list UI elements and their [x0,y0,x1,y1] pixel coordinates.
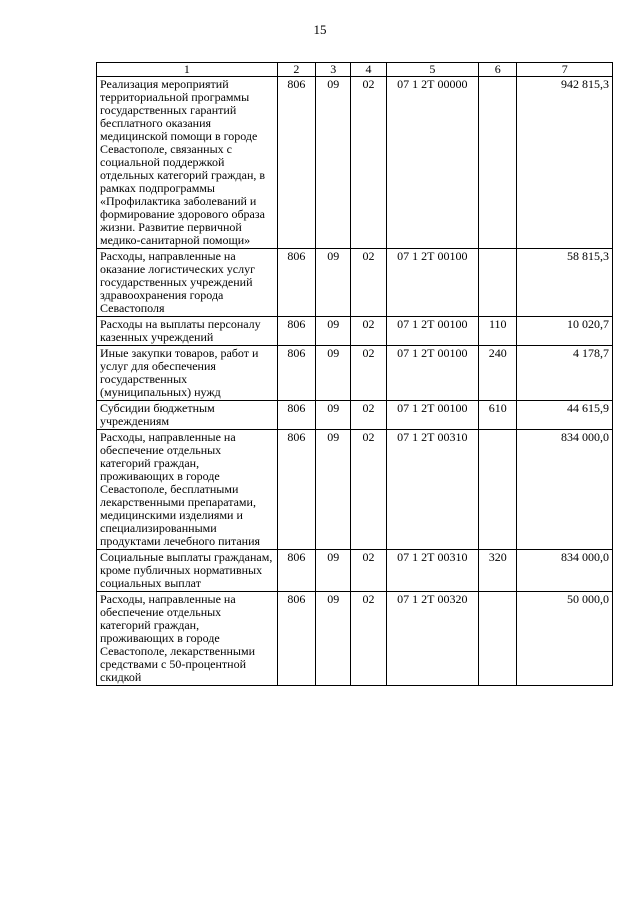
subsection-code-cell: 02 [351,430,386,550]
expense-type-cell: 320 [479,550,517,592]
header-cell: 2 [277,63,315,77]
amount-cell: 50 000,0 [517,592,613,686]
section-code-cell: 09 [316,401,351,430]
ministry-code-cell: 806 [277,346,315,401]
section-code-cell: 09 [316,77,351,249]
row-name-cell: Иные закупки товаров, работ и услуг для обеспечения государственных (муниципальных) нужд [97,346,278,401]
header-cell: 5 [386,63,478,77]
row-name-cell: Субсидии бюджетным учреждениям [97,401,278,430]
header-cell: 7 [517,63,613,77]
table-row [97,77,613,249]
table-body [97,77,613,686]
row-name-cell: Расходы, направленные на оказание логистических услуг государственных учреждений здравоохранения города Севастополя [97,249,278,317]
section-code-cell: 09 [316,592,351,686]
expense-type-cell [479,249,517,317]
table-row [97,317,613,346]
row-name-cell: Реализация мероприятий территориальной программы государственных гарантий бесплатного оказания медицинской помощи в городе Севастополе, связанных с социальной поддержкой отдельных категорий граждан, в рамках подпрограммы «Профилактика заболеваний и формирование здорового образа жизни. Развитие первичной медико-санитарной помощи» [97,77,278,249]
subsection-code-cell: 02 [351,77,386,249]
amount-cell: 44 615,9 [517,401,613,430]
table-row [97,592,613,686]
row-name-cell: Социальные выплаты гражданам, кроме публичных нормативных социальных выплат [97,550,278,592]
target-article-cell: 07 1 2Т 00310 [386,550,478,592]
table-row [97,550,613,592]
section-code-cell: 09 [316,249,351,317]
table-row [97,249,613,317]
table-row [97,346,613,401]
ministry-code-cell: 806 [277,317,315,346]
row-name-cell: Расходы, направленные на обеспечение отдельных категорий граждан, проживающих в городе Севастополе, лекарственными средствами с 50-процентной скидкой [97,592,278,686]
header-cell: 3 [316,63,351,77]
target-article-cell: 07 1 2Т 00310 [386,430,478,550]
expense-type-cell: 240 [479,346,517,401]
ministry-code-cell: 806 [277,550,315,592]
expense-type-cell: 110 [479,317,517,346]
ministry-code-cell: 806 [277,430,315,550]
expense-type-cell [479,77,517,249]
header-cell: 6 [479,63,517,77]
amount-cell: 4 178,7 [517,346,613,401]
table-row [97,401,613,430]
row-name-cell: Расходы, направленные на обеспечение отдельных категорий граждан, проживающих в городе Севастополе, бесплатными лекарственными препаратами, медицинскими изделиями и специализированными продуктами лечебного питания [97,430,278,550]
section-code-cell: 09 [316,317,351,346]
budget-table [96,62,613,686]
amount-cell: 942 815,3 [517,77,613,249]
row-name-cell: Расходы на выплаты персоналу казенных учреждений [97,317,278,346]
expense-type-cell [479,592,517,686]
target-article-cell: 07 1 2Т 00100 [386,249,478,317]
target-article-cell: 07 1 2Т 00100 [386,346,478,401]
amount-cell: 10 020,7 [517,317,613,346]
ministry-code-cell: 806 [277,592,315,686]
expense-type-cell: 610 [479,401,517,430]
expense-type-cell [479,430,517,550]
header-cell: 4 [351,63,386,77]
target-article-cell: 07 1 2Т 00320 [386,592,478,686]
section-code-cell: 09 [316,550,351,592]
header-row [97,63,613,77]
amount-cell: 58 815,3 [517,249,613,317]
subsection-code-cell: 02 [351,249,386,317]
target-article-cell: 07 1 2Т 00100 [386,317,478,346]
subsection-code-cell: 02 [351,346,386,401]
ministry-code-cell: 806 [277,77,315,249]
section-code-cell: 09 [316,430,351,550]
amount-cell: 834 000,0 [517,550,613,592]
subsection-code-cell: 02 [351,550,386,592]
amount-cell: 834 000,0 [517,430,613,550]
page-number: 15 [313,22,327,37]
subsection-code-cell: 02 [351,317,386,346]
ministry-code-cell: 806 [277,401,315,430]
subsection-code-cell: 02 [351,592,386,686]
subsection-code-cell: 02 [351,401,386,430]
table-row [97,430,613,550]
ministry-code-cell: 806 [277,249,315,317]
section-code-cell: 09 [316,346,351,401]
target-article-cell: 07 1 2Т 00000 [386,77,478,249]
header-cell: 1 [97,63,278,77]
target-article-cell: 07 1 2Т 00100 [386,401,478,430]
